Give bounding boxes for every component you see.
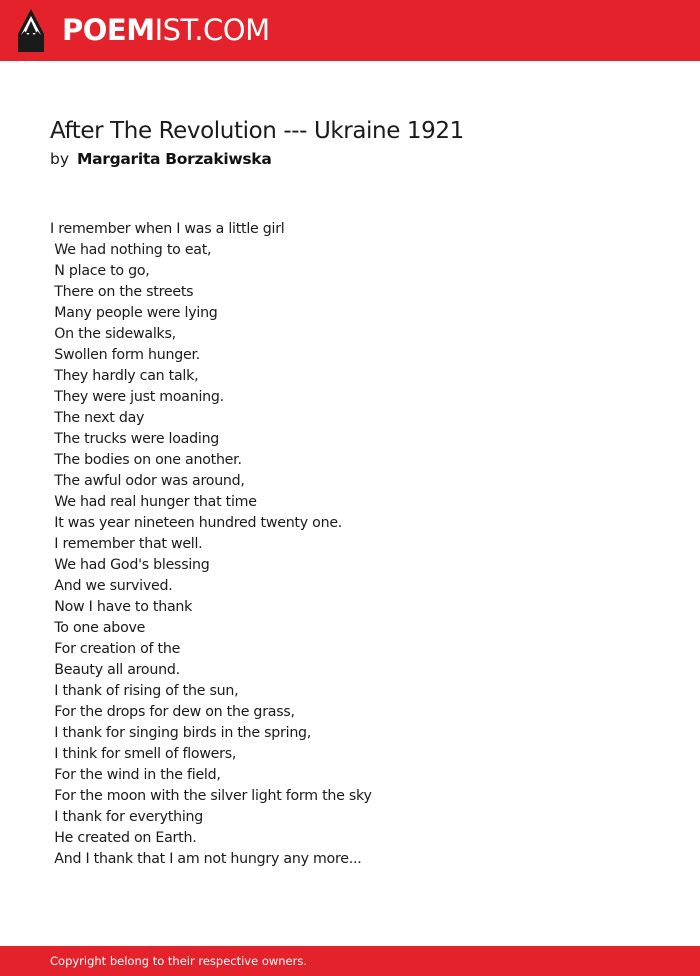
poem-line: For the drops for dew on the grass,	[50, 704, 295, 720]
poem-body	[50, 219, 372, 870]
poem-line: Swollen form hunger.	[50, 347, 201, 363]
poem-line: The awful odor was around,	[50, 473, 245, 489]
poem-line: N place to go,	[50, 263, 150, 279]
poem-line: He created on Earth.	[50, 830, 197, 846]
poem-line: And we survived.	[50, 578, 173, 594]
poem-line: Beauty all around.	[50, 662, 180, 678]
poem-line: The bodies on one another.	[50, 452, 242, 468]
poem-line: It was year nineteen hundred twenty one.	[50, 515, 343, 531]
poem-line: To one above	[50, 620, 146, 636]
copyright-notice: Copyright belong to their respective owners.	[50, 954, 308, 968]
poem-line: I thank for singing birds in the spring,	[50, 725, 312, 741]
pencil-icon[interactable]	[18, 9, 44, 52]
poem-line: The next day	[50, 410, 145, 426]
poem-line: We had real hunger that time	[50, 494, 257, 510]
logo-light-text: IST.COM	[154, 13, 270, 47]
poem-line: We had nothing to eat,	[50, 242, 212, 258]
by-label: by	[50, 150, 70, 168]
poem-line: I think for smell of flowers,	[50, 746, 237, 762]
poem-line: I remember that well.	[50, 536, 203, 552]
poem-line: For the moon with the silver light form the sky	[50, 788, 372, 804]
poem-line: For the wind in the field,	[50, 767, 221, 783]
poem-line: I thank of rising of the sun,	[50, 683, 239, 699]
site-logo[interactable]	[62, 12, 270, 48]
poem-title: After The Revolution --- Ukraine 1921	[50, 118, 464, 144]
poem-line: I remember when I was a little girl	[50, 221, 285, 237]
logo-bold-text: POEM	[62, 13, 155, 47]
byline	[50, 149, 271, 169]
poem-line: The trucks were loading	[50, 431, 220, 447]
poem-line: They hardly can talk,	[50, 368, 199, 384]
poem-line: On the sidewalks,	[50, 326, 176, 342]
poem-line: We had God's blessing	[50, 557, 210, 573]
poem-line: There on the streets	[50, 284, 194, 300]
site-header	[0, 0, 700, 61]
poem-line: Many people were lying	[50, 305, 218, 321]
poem-line: And I thank that I am not hungry any more...	[50, 851, 362, 867]
poem-line: They were just moaning.	[50, 389, 224, 405]
poem-line: Now I have to thank	[50, 599, 193, 615]
poem-line: I thank for everything	[50, 809, 204, 825]
author-name: Margarita Borzakiwska	[76, 150, 272, 168]
poem-line: For creation of the	[50, 641, 181, 657]
site-footer	[0, 946, 700, 976]
